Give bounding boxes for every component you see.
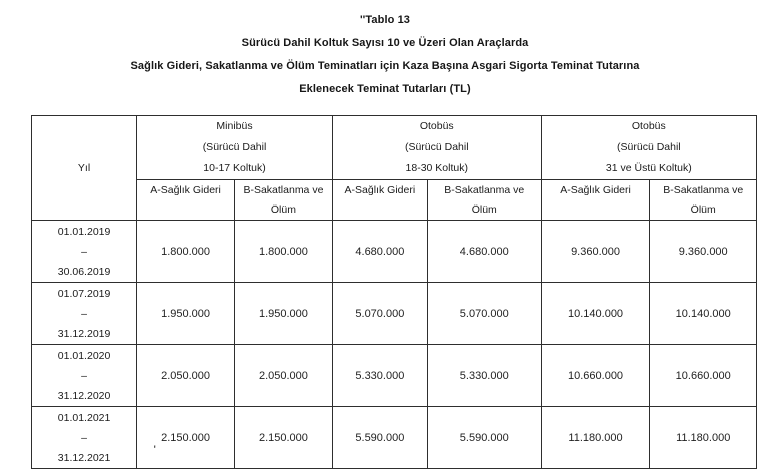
subheader-label-line1: B-Sakatlanma ve [243, 184, 324, 196]
insurance-amounts-table [31, 115, 757, 469]
amount-cell: 5.070.000 [332, 283, 427, 345]
period-cell [32, 407, 137, 469]
table-row [32, 283, 757, 345]
period-dash: – [81, 370, 87, 382]
subheader-label-line2: Ölüm [270, 204, 296, 216]
subheader-label: A-Sağlık Gideri [344, 184, 416, 196]
amount-cell: 10.660.000 [650, 345, 757, 407]
subheader-health-1 [137, 180, 235, 221]
group-subtitle-2: 31 ve Üstü Koltuk) [605, 162, 692, 174]
period-end-date: 31.12.2019 [57, 328, 111, 340]
subheader-disability-death-3 [650, 180, 757, 221]
period-start-date: 01.07.2019 [57, 288, 111, 300]
amount-cell: 10.660.000 [541, 345, 650, 407]
amount-cell: 5.590.000 [332, 407, 427, 469]
title-line-coverage-description: Sağlık Gideri, Sakatlanma ve Ölüm Teminatları için Kaza Başına Asgari Sigorta Teminat Tutarına [130, 60, 640, 72]
amount-cell: 1.800.000 [137, 221, 235, 283]
amount-cell: 1.950.000 [235, 283, 333, 345]
period-start-date: 01.01.2021 [57, 412, 111, 424]
period-dash: – [81, 432, 87, 444]
amount-cell: 2.050.000 [235, 345, 333, 407]
amount-cell: 4.680.000 [332, 221, 427, 283]
period-start-date: 01.01.2020 [57, 350, 111, 362]
group-subtitle-2: 10-17 Koltuk) [203, 162, 266, 174]
period-end-date: 30.06.2019 [57, 266, 111, 278]
amount-cell: 11.180.000 [650, 407, 757, 469]
title-line-amounts-tl: Eklenecek Teminat Tutarları (TL) [299, 83, 471, 95]
amount-cell: 2.150.000 [235, 407, 333, 469]
scan-artifact-mark: ' [153, 443, 156, 454]
amount-cell: 1.950.000 [137, 283, 235, 345]
group-name: Otobüs [419, 120, 454, 132]
subheader-label-line1: B-Sakatlanma ve [663, 184, 744, 196]
table-row [32, 221, 757, 283]
title-line-vehicle-scope: Sürücü Dahil Koltuk Sayısı 10 ve Üzeri Olan Araçlarda [241, 37, 529, 49]
group-name: Minibüs [216, 120, 253, 132]
group-subtitle-1: (Sürücü Dahil [617, 141, 681, 153]
subheader-label-line2: Ölüm [471, 204, 497, 216]
amount-cell: 5.070.000 [427, 283, 541, 345]
group-subtitle-1: (Sürücü Dahil [404, 141, 469, 153]
period-dash: – [81, 246, 87, 258]
period-cell [32, 221, 137, 283]
period-end-date: 31.12.2020 [57, 390, 111, 402]
table-row [32, 345, 757, 407]
period-end-date: 31.12.2021 [57, 452, 111, 464]
amount-value: 2.150.000 [161, 431, 211, 444]
period-start-date: 01.01.2019 [57, 226, 111, 238]
subheader-disability-death-1 [235, 180, 333, 221]
group-name: Otobüs [631, 120, 666, 132]
group-subtitle-1: (Sürücü Dahil [202, 141, 267, 153]
period-cell [32, 283, 137, 345]
table-number-title: ''Tablo 13 [359, 14, 411, 26]
header-row-subcolumns [32, 180, 757, 221]
amount-cell: 1.800.000 [235, 221, 333, 283]
subheader-label: A-Sağlık Gideri [560, 184, 631, 196]
subheader-health-2 [332, 180, 427, 221]
year-column-header: Yıl [32, 116, 137, 221]
amount-cell [137, 407, 235, 469]
amount-cell: 9.360.000 [650, 221, 757, 283]
group-header-otobus-31-plus [541, 116, 756, 180]
amount-cell: 9.360.000 [541, 221, 650, 283]
group-subtitle-2: 18-30 Koltuk) [405, 162, 468, 174]
amount-cell: 5.590.000 [427, 407, 541, 469]
subheader-disability-death-2 [427, 180, 541, 221]
period-dash: – [81, 308, 87, 320]
subheader-label: A-Sağlık Gideri [150, 184, 221, 196]
amount-cell: 2.050.000 [137, 345, 235, 407]
period-cell [32, 345, 137, 407]
amount-cell: 5.330.000 [332, 345, 427, 407]
amount-cell: 11.180.000 [541, 407, 650, 469]
amount-cell: 5.330.000 [427, 345, 541, 407]
amount-cell: 10.140.000 [541, 283, 650, 345]
group-header-otobus-18-30 [332, 116, 541, 180]
header-row-groups [32, 116, 757, 180]
amount-cell: 10.140.000 [650, 283, 757, 345]
document-title-block [0, 0, 770, 101]
subheader-health-3 [541, 180, 650, 221]
subheader-label-line2: Ölüm [690, 204, 716, 216]
group-header-minibus [137, 116, 333, 180]
subheader-label-line1: B-Sakatlanma ve [444, 184, 525, 196]
table-row [32, 407, 757, 469]
amount-cell: 4.680.000 [427, 221, 541, 283]
